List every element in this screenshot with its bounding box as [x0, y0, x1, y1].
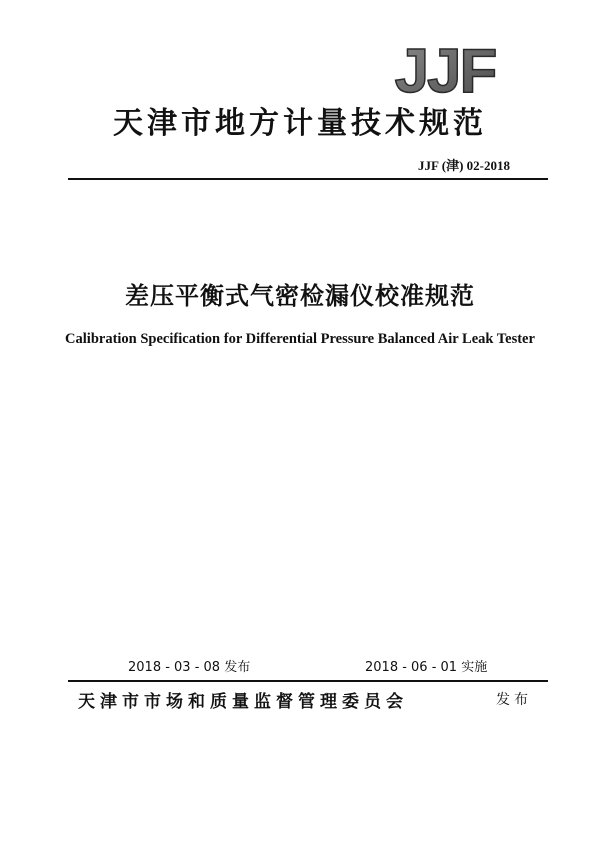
document-title-chinese: 差压平衡式气密检漏仪校准规范 — [125, 282, 475, 310]
document-number: JJF (津) 02-2018 — [418, 158, 510, 173]
bottom-divider — [68, 680, 548, 682]
document-title-english: Calibration Specification for Differential Pressure Balanced Air Leak Tester — [65, 331, 535, 347]
top-divider — [68, 178, 548, 180]
publish-label: 发布 — [496, 692, 532, 708]
implementation-date: 2018 - 06 - 01 实施 — [365, 660, 488, 675]
jjf-logo — [372, 42, 518, 98]
issuing-authority: 天津市市场和质量监督管理委员会 — [78, 692, 408, 712]
issue-date: 2018 - 03 - 08 发布 — [128, 660, 251, 675]
logo-text: JJF — [394, 42, 496, 98]
issuer-title: 天津市地方计量技术规范 — [113, 106, 487, 141]
